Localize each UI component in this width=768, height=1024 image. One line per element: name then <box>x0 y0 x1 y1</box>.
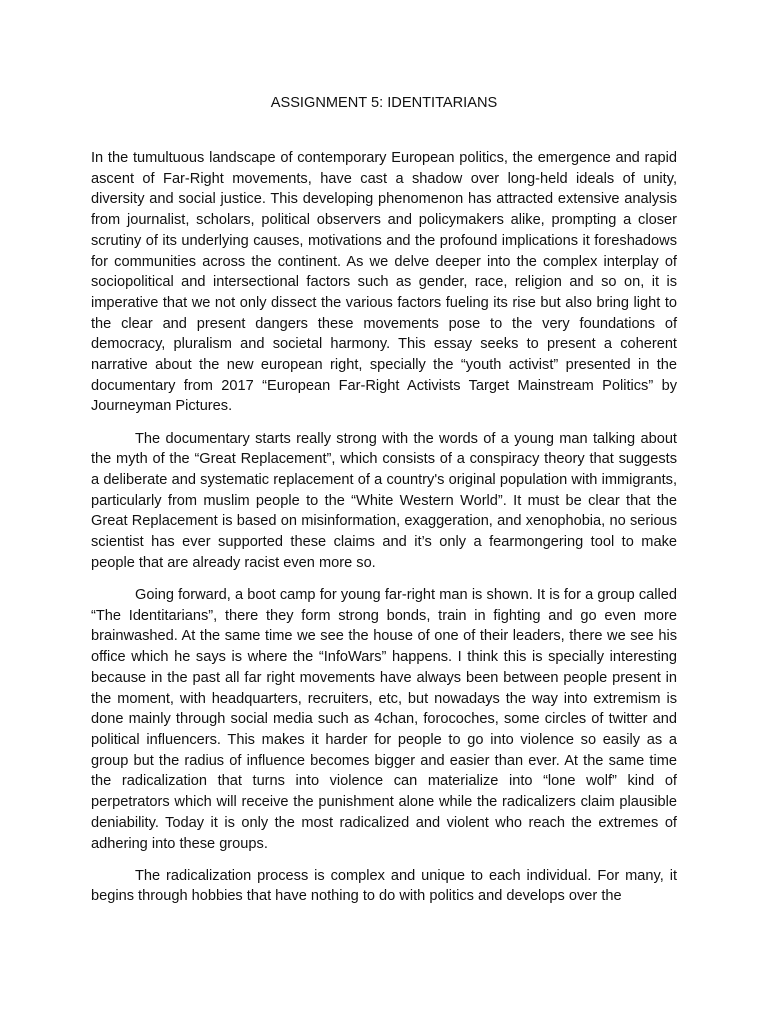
document-body <box>91 148 677 919</box>
paragraph-radicalization: The radicalization process is complex and unique to each individual. For many, it begins through hobbies that have nothing to do with politics and develops over the <box>91 867 677 905</box>
paragraph-boot-camp: Going forward, a boot camp for young far-right man is shown. It is for a group called “The Identitarians”, there they form strong bonds, train in fighting and go even more brainwashed. At the same time we see the house of one of their leaders, there we see his office which he says is where the “InfoWars” happens. I think this is specially interesting because in the past all far right movements have always been between people present in the moment, with headquarters, recruiters, etc, but nowadays the way into extremism is done mainly through social media such as 4chan, forocoches, some circles of twitter and political influencers. This makes it harder for people to go into violence so easily as a group but the radius of influence becomes bigger and easier than ever. At the same time the radicalization that turns into violence can materialize into “lone wolf” kind of perpetrators which will receive the punishment alone while the radicalizers claim plausible deniability. Today it is only the most radicalized and violent who reach the extremes of adhering into these groups. <box>91 587 677 852</box>
paragraph-documentary-opening: The documentary starts really strong with the words of a young man talking about the myth of the “Great Replacement”, which consists of a conspiracy theory that suggests a deliberate and systematic replacement of a country's original population with immigrants, particularly from muslim people to the “White Western World”. It must be clear that the Great Replacement is based on misinformation, exaggeration, and xenophobia, no serious scientist has ever supported these claims and it’s only a fearmongering tool to make people that are already racist even more so. <box>91 430 677 571</box>
document-title: ASSIGNMENT 5: IDENTITARIANS <box>270 95 498 111</box>
paragraph-intro: In the tumultuous landscape of contemporary European politics, the emergence and rapid ascent of Far-Right movements, have cast a shadow over long-held ideals of unity, diversity and social justice. This developing phenomenon has attracted extensive analysis from journalist, scholars, political observers and policymakers alike, prompting a closer scrutiny of its underlying causes, motivations and the profound implications it foreshadows for communities across the continent. As we delve deeper into the complex interplay of sociopolitical and intersectional factors such as gender, race, religion and so on, it is imperative that we not only dissect the various factors fueling its rise but also bring light to the clear and present dangers these movements pose to the very foundations of democracy, pluralism and societal harmony. This essay seeks to present a coherent narrative about the new european right, specially the “youth activist” presented in the documentary from 2017 “European Far-Right Activists Target Mainstream Politics” by Journeyman Pictures. <box>91 150 677 415</box>
